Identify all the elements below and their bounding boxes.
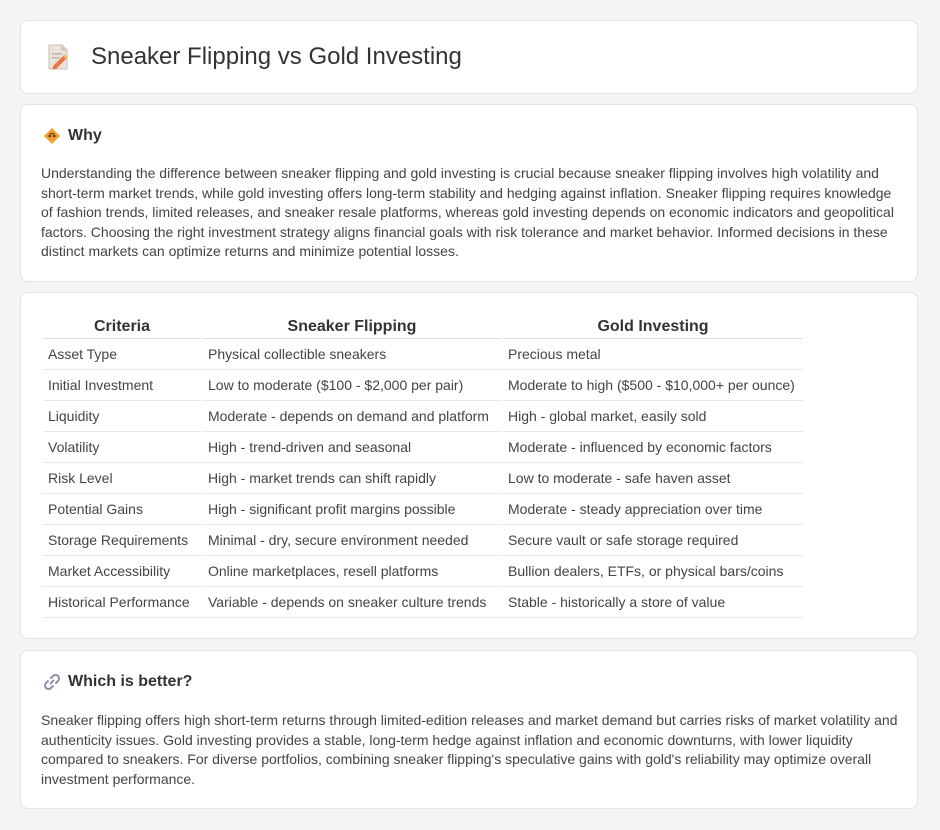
why-card [20,104,918,282]
gold-cell: High - global market, easily sold [503,401,803,432]
gold-cell: Stable - historically a store of value [503,587,803,618]
criteria-cell: Potential Gains [43,494,201,525]
why-heading: Why [68,127,102,144]
sneaker-cell: Moderate - depends on demand and platform [203,401,501,432]
better-heading: Which is better? [68,673,193,690]
gold-cell: Secure vault or safe storage required [503,525,803,556]
comparison-card [20,292,918,639]
why-heading-row [43,127,102,145]
which-better-card [20,650,918,809]
comparison-table [41,314,805,618]
gold-cell: Precious metal [503,339,803,370]
table-row [43,463,803,494]
criteria-cell: Storage Requirements [43,525,201,556]
sneaker-cell: High - market trends can shift rapidly [203,463,501,494]
better-heading-row [43,673,192,691]
criteria-cell: Asset Type [43,339,201,370]
criteria-cell: Market Accessibility [43,556,201,587]
criteria-cell: Liquidity [43,401,201,432]
criteria-cell: Risk Level [43,463,201,494]
criteria-cell: Initial Investment [43,370,201,401]
title-card [20,20,918,94]
table-row [43,370,803,401]
table-row [43,556,803,587]
warning-diamond-icon [43,127,61,145]
table-row [43,587,803,618]
why-paragraph: Understanding the difference between sneaker flipping and gold investing is crucial because sneaker flipping involves high volatility and short-term market trends, while gold investing offers long-term stability and hedging against inflation. Sneaker flipping requires knowledge of fashion trends, limited releases, and sneaker resale platforms, whereas gold investing depends on economic indicators and geopolitical factors. Choosing the right investment strategy aligns financial goals with risk tolerance and market behavior. Informed decisions in these distinct markets can optimize returns and minimize potential losses. [41,165,894,260]
criteria-cell: Historical Performance [43,587,201,618]
table-row [43,432,803,463]
sneaker-cell: Physical collectible sneakers [203,339,501,370]
gold-cell: Moderate - steady appreciation over time [503,494,803,525]
column-header-criteria: Criteria [43,314,201,339]
table-row [43,494,803,525]
sneaker-cell: High - trend-driven and seasonal [203,432,501,463]
page-title: Sneaker Flipping vs Gold Investing [91,43,462,70]
gold-cell: Bullion dealers, ETFs, or physical bars/coins [503,556,803,587]
document-pencil-icon [47,44,69,70]
sneaker-cell: Online marketplaces, resell platforms [203,556,501,587]
sneaker-cell: Minimal - dry, secure environment needed [203,525,501,556]
sneaker-cell: High - significant profit margins possible [203,494,501,525]
title-row [47,43,462,71]
table-header-row [43,314,803,339]
table-row [43,401,803,432]
link-icon [43,673,61,691]
column-header-sneaker: Sneaker Flipping [203,314,501,339]
gold-cell: Moderate to high ($500 - $10,000+ per ounce) [503,370,803,401]
table-row [43,525,803,556]
criteria-cell: Volatility [43,432,201,463]
sneaker-cell: Low to moderate ($100 - $2,000 per pair) [203,370,501,401]
column-header-gold: Gold Investing [503,314,803,339]
better-paragraph: Sneaker flipping offers high short-term returns through limited-edition releases and market demand but carries risks of market volatility and authenticity issues. Gold investing provides a stable, long-term hedge against inflation and economic downturns, with lower liquidity compared to sneakers. For diverse portfolios, combining sneaker flipping's speculative gains with gold's reliability may optimize overall investment performance. [41,712,898,787]
gold-cell: Moderate - influenced by economic factors [503,432,803,463]
table-row [43,339,803,370]
sneaker-cell: Variable - depends on sneaker culture trends [203,587,501,618]
gold-cell: Low to moderate - safe haven asset [503,463,803,494]
